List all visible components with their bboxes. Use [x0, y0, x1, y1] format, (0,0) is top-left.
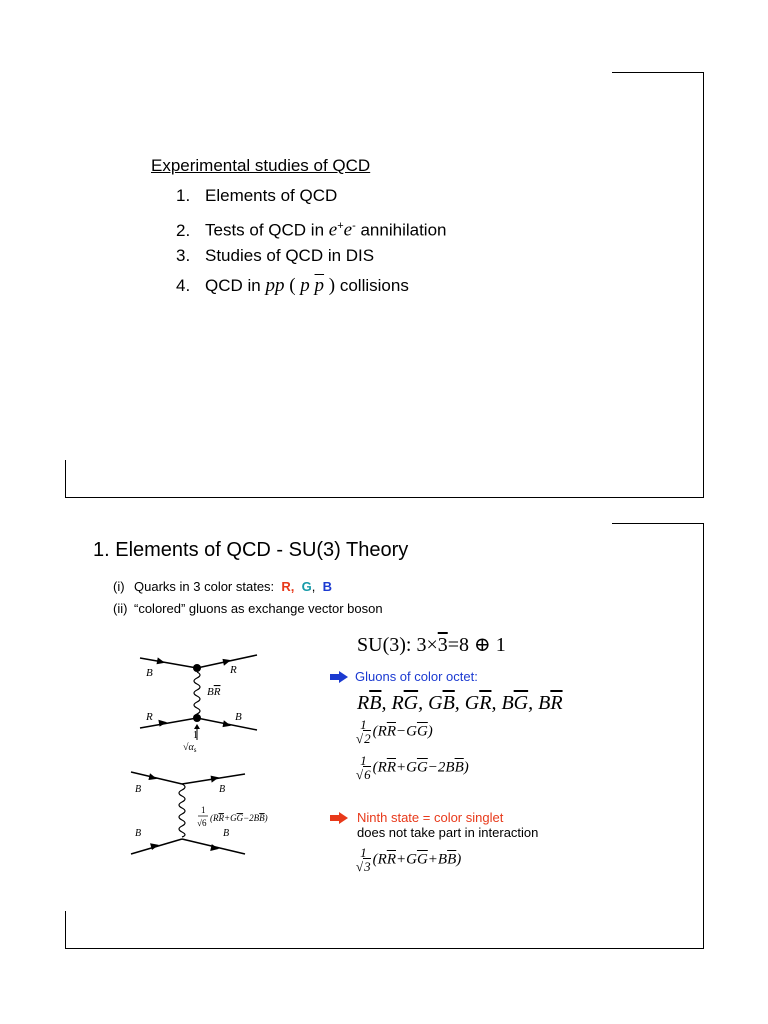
state-rb: $R\overline{B}$ [357, 692, 382, 714]
sup-minus: - [352, 220, 356, 232]
singlet-heading: Ninth state = color singlet [357, 810, 504, 825]
label-r: R [146, 711, 153, 723]
outline-item-2 [176, 214, 447, 244]
singlet-norm3 [356, 846, 461, 874]
coupling-num: 1 [193, 730, 198, 741]
fraction: 1 √6 [356, 753, 371, 782]
slide1-title: Experimental studies of QCD [151, 156, 371, 175]
arrowhead [158, 718, 167, 726]
color-g: G [301, 579, 312, 594]
gluon-frac-den: √6 [197, 818, 207, 828]
vertex [193, 664, 201, 672]
norm3-expr: $(R\overline{R}+G\overline{G}+B\overline{B})$ [372, 851, 462, 868]
item-text: “colored” gluons as exchange vector boson [134, 601, 383, 616]
su3-times: × [426, 634, 438, 656]
slide2-bottom-rule [65, 948, 704, 949]
slide1-right-rule [703, 72, 704, 498]
outline-num: 3. [176, 246, 191, 265]
sep: , [290, 579, 295, 594]
slide2-top-rule [612, 523, 704, 524]
slide2-left-rule [65, 911, 66, 949]
su3-rest: =8 ⊕ 1 [447, 634, 506, 656]
paren: ) [324, 275, 336, 296]
fraction: 1 √3 [356, 845, 371, 874]
slide1-top-rule [612, 72, 704, 73]
state-gr: $G\overline{R}$ [464, 692, 492, 714]
outline-text: Elements of QCD [205, 186, 338, 205]
gluon-frac-num: 1 [201, 805, 206, 815]
label-r: R [230, 664, 237, 676]
octet-norm2 [356, 718, 433, 746]
frac-den: 6 [364, 767, 371, 782]
fermion-line [131, 772, 182, 784]
slide1-bottom-rule [65, 497, 704, 498]
blue-arrow-icon [330, 671, 348, 683]
octet-heading: Gluons of color octet: [355, 669, 478, 684]
slide2-right-rule [703, 523, 704, 949]
frac-den: 2 [364, 731, 371, 746]
slide1-outline [176, 184, 447, 304]
state-rg: $R\overline{G}$ [391, 692, 419, 714]
label-b: B [223, 828, 230, 839]
state-bg: $B\overline{G}$ [501, 692, 529, 714]
math-p-pbar: p $\overline{p}$ [300, 275, 325, 296]
arrowhead [210, 844, 219, 853]
item-ii [113, 601, 383, 616]
label-b: B [135, 828, 142, 839]
frac-num: 1 [360, 845, 367, 860]
label-b: B [146, 667, 153, 679]
outline-num: 4. [176, 276, 191, 295]
outline-num: 2. [176, 220, 191, 240]
item-i [113, 579, 332, 594]
frac-num: 1 [360, 717, 367, 732]
sup-plus: + [337, 220, 344, 232]
outline-item-4 [176, 274, 447, 304]
feynman-diagram-1 [135, 648, 265, 758]
frac-den: 3 [364, 859, 371, 874]
gluon-line [179, 784, 185, 837]
octet-norm6 [356, 754, 469, 782]
su3-bar3: 3 [437, 634, 448, 656]
outline-text: Studies of QCD in DIS [205, 246, 375, 265]
item-label: (ii) [113, 601, 128, 616]
outline-text: Tests of QCD in [205, 220, 329, 240]
su3-equation [357, 632, 506, 657]
feynman-diagram-2 [127, 766, 327, 862]
fraction: 1 √2 [356, 717, 371, 746]
item-text: Quarks in 3 color states: [134, 579, 275, 594]
slide2-title: 1. Elements of QCD - SU(3) Theory [93, 539, 409, 561]
color-b: B [322, 579, 333, 594]
coupling-sqrt-alpha: $√\alpha_s$ [183, 742, 197, 754]
norm2-expr: $(R\overline{R}-G\overline{G})$ [372, 723, 433, 740]
paren: ( [284, 275, 301, 296]
label-b: B [235, 711, 242, 723]
octet-states: $R\overline{B}$, $R\overline{G}$, $G\overline{B}$, $G\overline{R}$, $B\overline{G}$, $B\overline{R}$ [357, 692, 563, 714]
slide1-left-rule [65, 460, 66, 498]
label-b: B [135, 784, 142, 795]
gluon-expr: (RR+GG−2BB) [210, 813, 268, 823]
su3-group: SU(3): [357, 634, 412, 656]
item-label: (i) [113, 579, 125, 594]
singlet-subtext: does not take part in interaction [357, 825, 539, 840]
math-e: e [328, 219, 338, 241]
color-r: R [281, 579, 291, 594]
math-e: e [343, 219, 353, 241]
outline-item-1 [176, 184, 447, 214]
label-gluon-br: BR [207, 686, 221, 698]
outline-num: 1. [176, 186, 191, 205]
math-pp: pp [265, 275, 285, 296]
su3-three: 3 [416, 634, 427, 656]
frac-num: 1 [360, 753, 367, 768]
red-arrow-icon [330, 812, 348, 824]
sep: , [311, 579, 316, 594]
gluon-line [194, 672, 200, 718]
outline-text: QCD in [205, 276, 266, 295]
state-gb: $G\overline{B}$ [428, 692, 455, 714]
outline-text: collisions [335, 276, 409, 295]
state-br: $B\overline{R}$ [538, 692, 563, 714]
outline-text: annihilation [355, 220, 447, 240]
arrowhead [194, 724, 200, 729]
label-b: B [219, 784, 226, 795]
outline-item-3 [176, 244, 447, 274]
norm6-expr: $(R\overline{R}+G\overline{G}-2B\overline{B})$ [372, 759, 469, 776]
